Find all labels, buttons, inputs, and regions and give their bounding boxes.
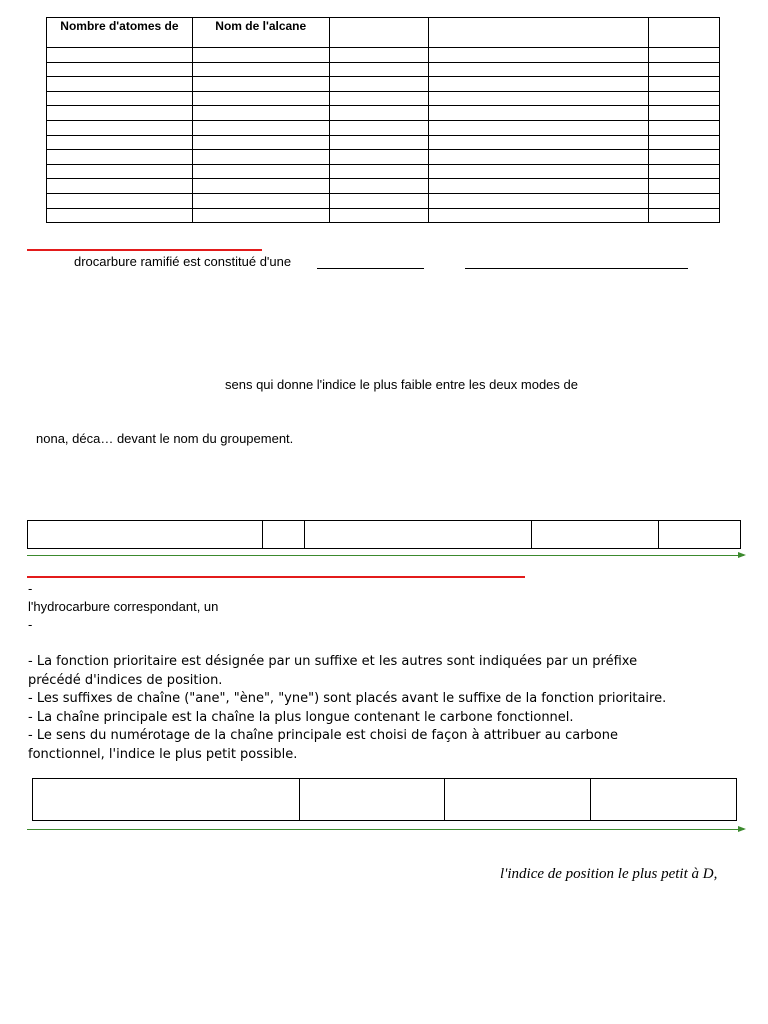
table-cell [192, 120, 329, 135]
alkane-table [46, 17, 720, 223]
branched-text: drocarbure ramifié est constitué d'une [74, 254, 292, 269]
green-arrow [27, 829, 744, 830]
table-cell [429, 193, 649, 208]
table-cell [47, 164, 193, 179]
table-cell [192, 91, 329, 106]
table-cell [429, 120, 649, 135]
table-cell [329, 164, 429, 179]
dash-text: - [28, 581, 33, 596]
box-cell [33, 779, 300, 820]
box-cell [532, 521, 659, 548]
table-cell [649, 77, 720, 92]
table-cell [329, 106, 429, 121]
table-cell [429, 62, 649, 77]
box-cell [591, 779, 736, 820]
column-header [329, 18, 429, 48]
table-cell [429, 91, 649, 106]
box-cell [300, 779, 445, 820]
table-cell [329, 150, 429, 165]
table-cell [47, 48, 193, 63]
table-cell [47, 77, 193, 92]
rule-line: précédé d'indices de position. [28, 672, 223, 688]
table-cell [47, 193, 193, 208]
table-cell [47, 120, 193, 135]
table-cell [429, 150, 649, 165]
table-cell [47, 150, 193, 165]
box-cell [305, 521, 532, 548]
table-row [47, 150, 720, 165]
dash-text: - [28, 617, 33, 632]
column-header: Nom de l'alcane [192, 18, 329, 48]
direction-text: sens qui donne l'indice le plus faible entre les deux modes de [225, 377, 578, 392]
table-row [47, 179, 720, 194]
table-cell [649, 193, 720, 208]
table-cell [329, 77, 429, 92]
table-cell [192, 150, 329, 165]
table-cell [192, 164, 329, 179]
naming-box-row-2 [32, 778, 737, 821]
table-cell [429, 164, 649, 179]
red-rule [27, 576, 525, 578]
box-cell [28, 521, 263, 548]
rule-line: fonctionnel, l'indice le plus petit possible. [28, 746, 298, 762]
table-cell [47, 106, 193, 121]
table-cell [329, 62, 429, 77]
table-cell [649, 91, 720, 106]
hydrocarbon-text: l'hydrocarbure correspondant, un [28, 599, 219, 614]
table-cell [329, 48, 429, 63]
italic-note: l'indice de position le plus petit à D, [500, 866, 718, 882]
table-cell [47, 179, 193, 194]
table-row [47, 91, 720, 106]
table-cell [192, 208, 329, 223]
table-cell [649, 106, 720, 121]
table-cell [649, 62, 720, 77]
table-cell [429, 48, 649, 63]
table-cell [649, 164, 720, 179]
table-row [47, 208, 720, 223]
table-cell [649, 48, 720, 63]
green-arrow [27, 555, 744, 556]
table-cell [329, 193, 429, 208]
table-header-row [47, 18, 720, 48]
arrow-head-icon [738, 552, 746, 558]
table-cell [329, 208, 429, 223]
table-cell [192, 77, 329, 92]
table-cell [329, 91, 429, 106]
rules-list [28, 653, 743, 765]
column-header: Nombre d'atomes de [47, 18, 193, 48]
naming-box-row [27, 520, 741, 549]
table-row [47, 77, 720, 92]
blank-line [317, 268, 424, 269]
table-cell [192, 106, 329, 121]
table-row [47, 120, 720, 135]
table-cell [429, 106, 649, 121]
table-cell [649, 179, 720, 194]
table-cell [649, 135, 720, 150]
table-cell [192, 48, 329, 63]
table-row [47, 62, 720, 77]
table-row [47, 164, 720, 179]
table-row [47, 135, 720, 150]
table-row [47, 48, 720, 63]
arrow-head-icon [738, 826, 746, 832]
table-cell [192, 179, 329, 194]
table-cell [47, 208, 193, 223]
column-header [429, 18, 649, 48]
box-cell [659, 521, 740, 548]
rule-line: - Les suffixes de chaîne ("ane", "ène", "yne") sont placés avant le suffixe de la fonction prioritaire. [28, 691, 667, 707]
blank-line [465, 268, 688, 269]
table-cell [192, 193, 329, 208]
table-cell [192, 135, 329, 150]
table-cell [329, 179, 429, 194]
table-cell [329, 120, 429, 135]
table-cell [429, 77, 649, 92]
table-cell [192, 62, 329, 77]
prefixes-text: nona, déca… devant le nom du groupement. [36, 431, 294, 446]
table-row [47, 106, 720, 121]
box-cell [445, 779, 591, 820]
box-cell [263, 521, 305, 548]
column-header [649, 18, 720, 48]
table-cell [47, 62, 193, 77]
table-cell [649, 150, 720, 165]
table-cell [429, 179, 649, 194]
red-rule [27, 249, 262, 251]
table-cell [429, 135, 649, 150]
table-cell [329, 135, 429, 150]
table-row [47, 193, 720, 208]
table-cell [47, 91, 193, 106]
table-cell [47, 135, 193, 150]
table-cell [429, 208, 649, 223]
rule-line: - Le sens du numérotage de la chaîne principale est choisi de façon à attribuer au carbone [28, 728, 618, 744]
table-cell [649, 208, 720, 223]
rule-line: - La chaîne principale est la chaîne la plus longue contenant le carbone fonctionnel. [28, 709, 574, 725]
table-cell [649, 120, 720, 135]
rule-line: - La fonction prioritaire est désignée par un suffixe et les autres sont indiquées par un préfixe [28, 654, 638, 669]
